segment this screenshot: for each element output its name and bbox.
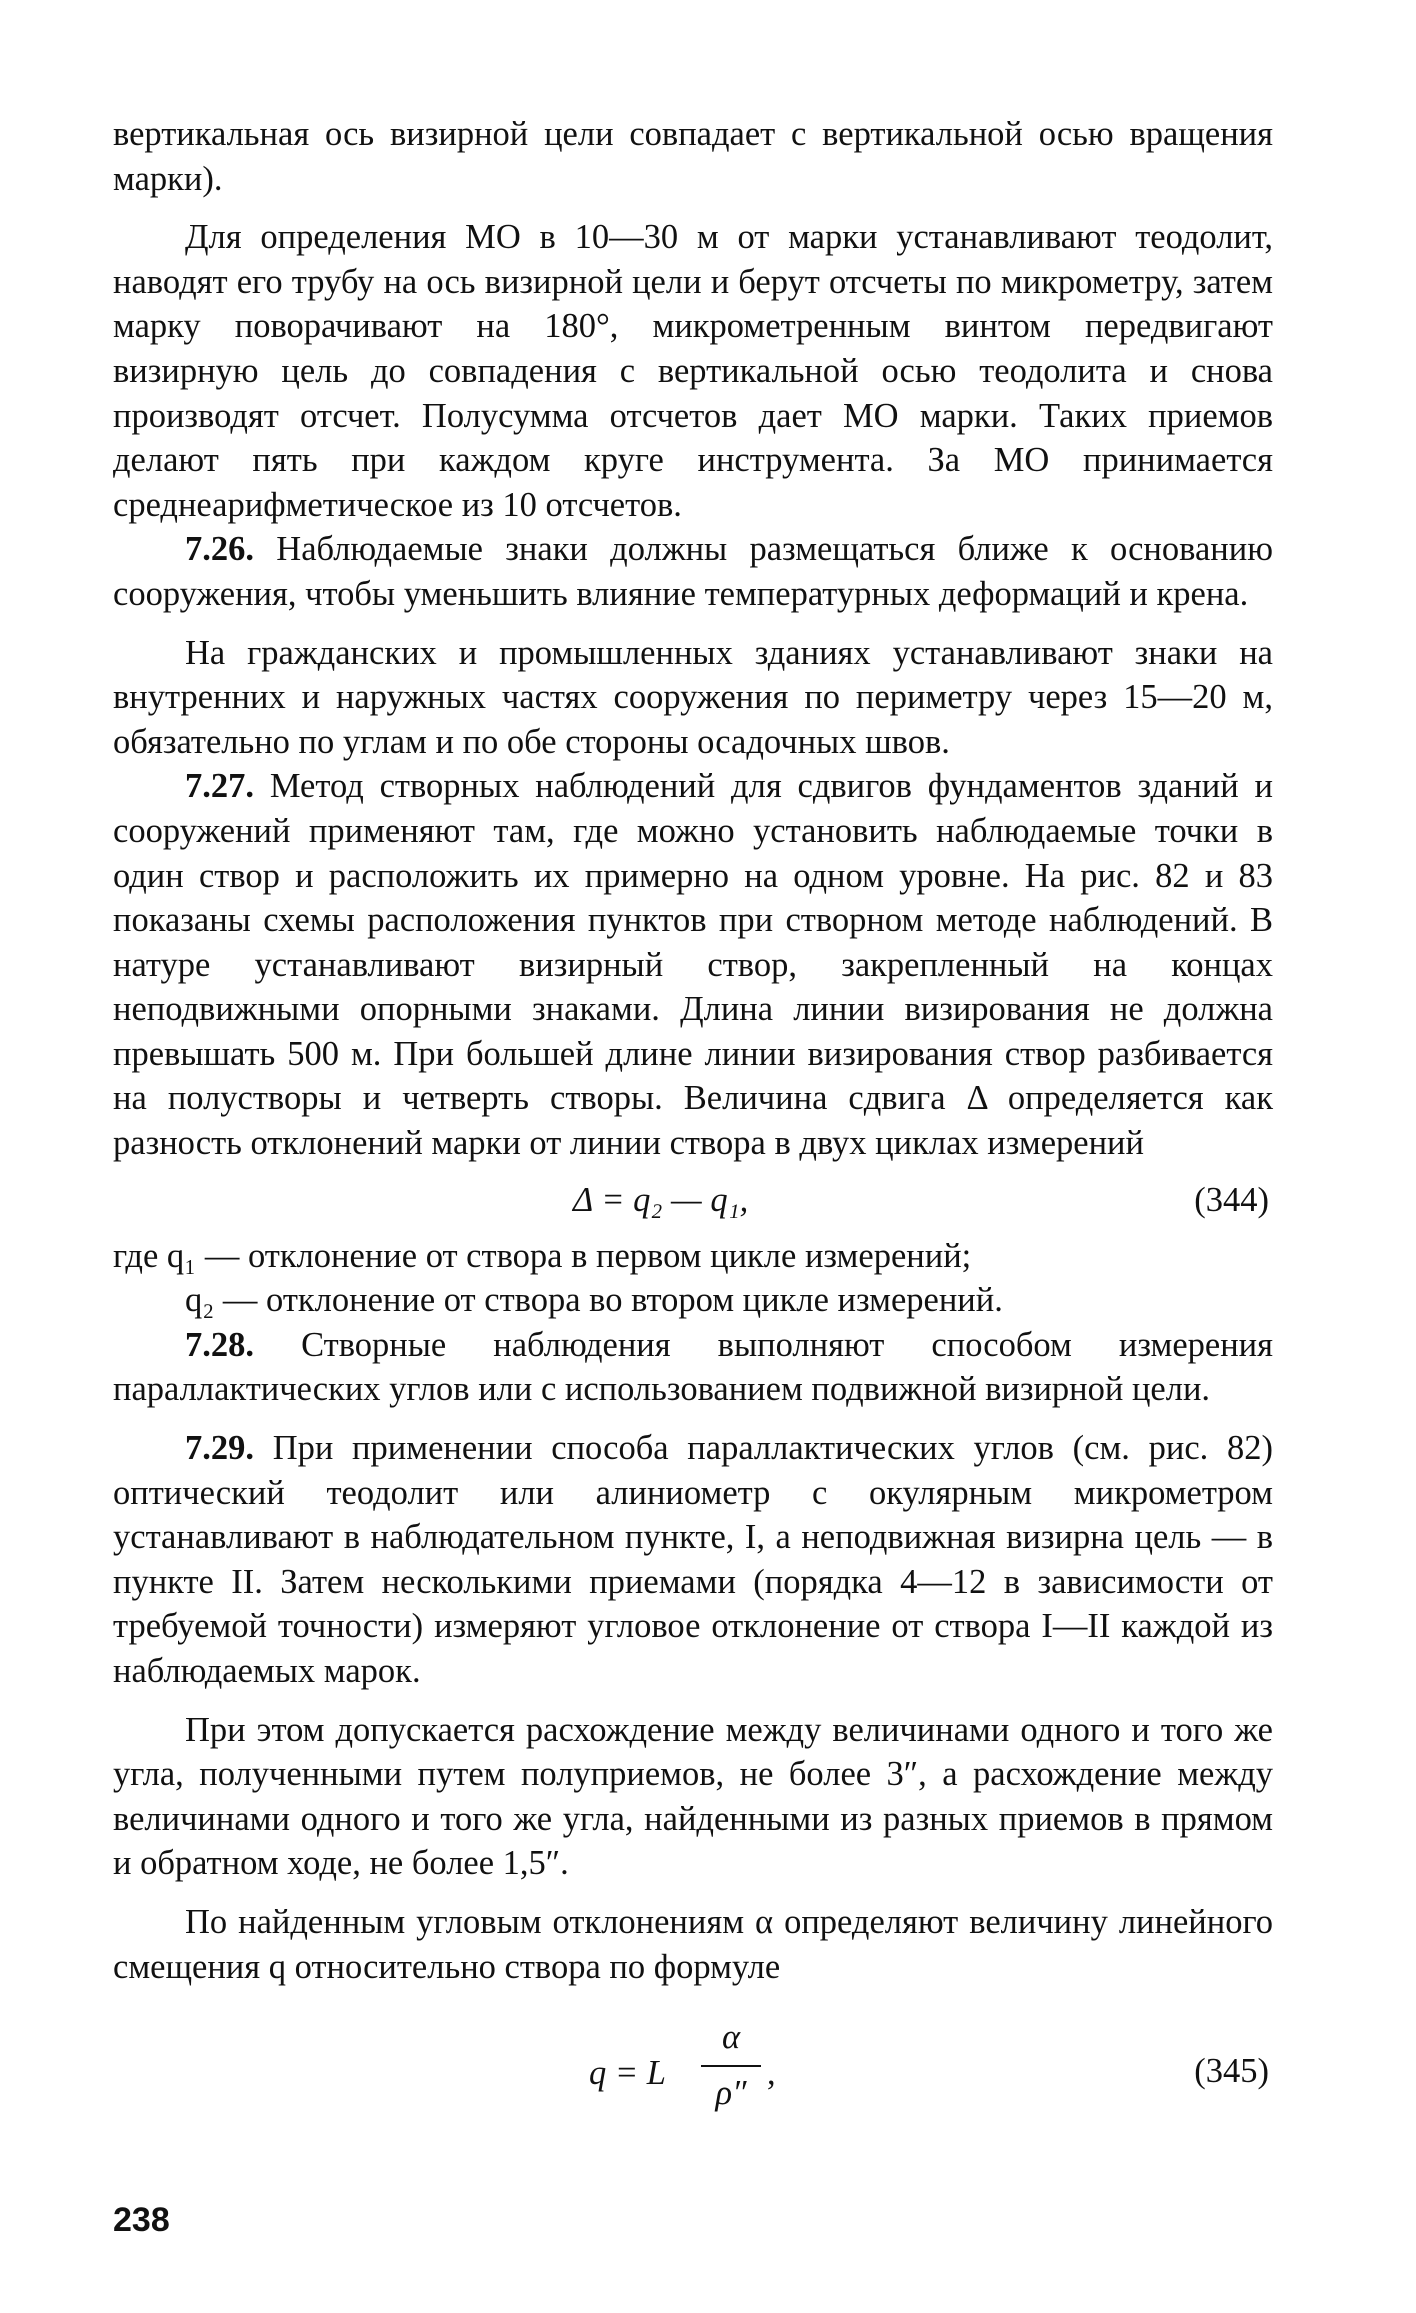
formula-344-expression: Δ = q₂ — q₁, (573, 1180, 749, 1219)
paragraph-7-26 (113, 527, 1273, 616)
legend-q1: где q₁ — отклонение от створа в первом цикле измерений; (113, 1236, 972, 1275)
paragraph-discrepancy: При этом допускается расхождение между величинами одного и того же угла, полученными путем полуприемов, не более 3″, а расхождение между величинами одного и того же угла, найденными из разных приемов в прямом и обратном ходе, не более 1,5″. (113, 1710, 1273, 1883)
fraction-bar (701, 2065, 761, 2067)
clause-number-7-27: 7.27. (185, 767, 254, 806)
page-number: 238 (113, 2201, 170, 2239)
paragraph-continuation: вертикальная ось визирной цели совпадает с вертикальной осью вращения марки). (113, 115, 1273, 198)
formula-344-number: (344) (1194, 1180, 1269, 1219)
formula-345-expression (589, 2015, 809, 2125)
clause-number-7-29: 7.29. (185, 1429, 254, 1468)
formula-345-number: (345) (1194, 2052, 1269, 2091)
page-body (113, 112, 1273, 2127)
formula-345-comma: , (767, 2054, 776, 2093)
clause-text-7-26: Наблюдаемые знаки должны размещаться ближе к основанию сооружения, чтобы уменьшить влияние температурных деформаций и крена. (113, 530, 1273, 613)
formula-345-denominator: ρ″ (715, 2074, 747, 2113)
clause-text-7-29: При применении способа параллактических углов (см. рис. 82) оптический теодолит или алиниометр с окулярным микрометром устанавливают в наблюдательном пункте, I, а неподвижная визирна цель — в пункте II. Затем несколькими приемами (порядка 4—12 в зависимости от требуемой точности) измеряют угловое отклонение от створа I—II каждой из наблюдаемых марок. (113, 1429, 1273, 1690)
clause-number-7-26: 7.26. (185, 530, 254, 569)
paragraph-7-27 (113, 764, 1273, 1165)
paragraph-7-29 (113, 1426, 1273, 1694)
formula-345-numerator: α (721, 2018, 741, 2057)
formula-345-lhs: q = L (589, 2054, 666, 2093)
clause-text-7-27: Метод створных наблюдений для сдвигов фундаментов зданий и сооружений применяют там, где можно установить наблюдаемые точки в один створ и расположить их примерно на одном уровне. На рис. 82 и 83 показаны схемы расположения пунктов при створном методе наблюдений. В натуре устанавливают визирный створ, закрепленный на концах неподвижными опорными знаками. Длина линии визирования не должна превышать 500 м. При большей длине линии визирования створ разбивается на полустворы и четверть створы. Величина сдвига Δ определяется как разность отклонений марки от линии створа в двух циклах измерений (113, 767, 1274, 1163)
legend-q2: q₂ — отклонение от створа во втором цикле измерений. (185, 1281, 1003, 1320)
formula-legend (113, 1234, 1273, 1323)
paragraph-linear-offset: По найденным угловым отклонениям α определяют величину линейного смещения q относительно створа по формуле (113, 1902, 1273, 1986)
clause-text-7-28: Створные наблюдения выполняют способом измерения параллактических углов или с использованием подвижной визирной цели. (113, 1325, 1274, 1409)
paragraph-mo-determination: Для определения МО в 10—30 м от марки устанавливают теодолит, наводят его трубу на ось визирной цели и берут отсчеты по микрометру, затем марку поворачивают на 180°, микрометренным винтом передвигают визирную цель до совпадения с вертикальной осью теодолита и снова производят отсчет. Полусумма отсчетов дает МО марки. Таких приемов делают пять при каждом круге инструмента. За МО принимается среднеарифметическое из 10 отсчетов. (113, 218, 1273, 524)
formula-344 (113, 1176, 1273, 1224)
paragraph-buildings: На гражданских и промышленных зданиях устанавливают знаки на внутренних и наружных частях сооружения по периметру через 15—20 м, обязательно по углам и по обе стороны осадочных швов. (113, 633, 1273, 761)
formula-345 (113, 2009, 1273, 2127)
clause-number-7-28: 7.28. (185, 1325, 254, 1364)
paragraph-7-28 (113, 1323, 1273, 1412)
